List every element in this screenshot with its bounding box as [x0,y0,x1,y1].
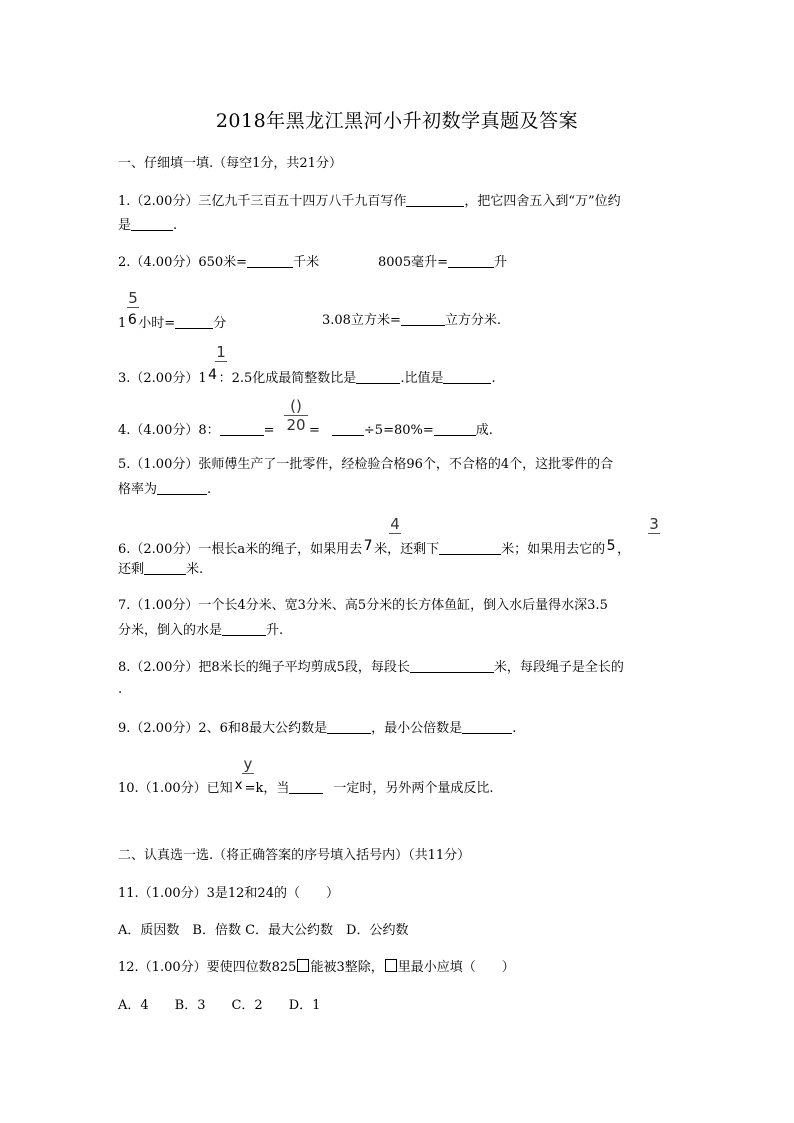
question-4 [118,421,275,440]
answer-blank[interactable] [220,421,264,436]
q6-text-4: 还剩 [118,562,145,577]
question-4-part-b [309,421,493,440]
question-6-line2 [118,560,203,579]
fraction-numerator: 3 [649,515,659,533]
question-5: 5.（1.00分）张师傅生产了一批零件，经检验合格96个，不合格的4个，这批零件的合 [118,457,614,472]
answer-box[interactable] [385,959,397,972]
section2-heading: 二、认真选一选.（将正确答案的序号填入括号内）（共11分） [118,848,471,863]
fraction-bar [648,533,660,534]
q4-eq: = [263,423,275,438]
q2-unit-2: 小时= [138,316,176,331]
page-title: 2018年黑龙江黑河小升初数学真题及答案 [215,110,579,132]
answer-blank[interactable] [327,719,371,734]
question-5-line2 [118,480,211,499]
answer-box[interactable] [297,959,309,972]
fraction-denominator: 5 [606,538,616,554]
question-2 [118,253,319,272]
question-12-options: A．4 B．3 C．2 D．1 [118,998,321,1013]
question-1-line2 [118,216,177,235]
q5-end: . [207,482,212,497]
q6-text-3: 米；如果用去它的 [501,542,606,557]
q2-unit-3: 分 [213,316,227,331]
q10-text-2: =k，当 [244,781,290,796]
question-2-line2 [118,311,226,333]
mixed-whole: 1 [118,316,127,331]
q5-text: 格率为 [118,482,158,497]
fraction-denominator: 6 [127,312,137,328]
q6-end: ， [617,542,631,557]
fraction-bar [215,361,227,362]
q2-text-d: 3.08立方米= [322,313,401,328]
q9-text: 9.（2.00分）2、6和8最大公约数是 [118,721,328,736]
answer-blank[interactable] [175,314,213,329]
question-11: 11.（1.00分）3是12和24的（ ） [118,886,339,901]
question-2-part-b [378,253,507,272]
answer-blank[interactable] [144,560,186,575]
q6-text-2: 米，还剩下 [374,542,440,557]
q7-end: 升. [266,623,284,638]
answer-blank[interactable] [401,311,445,326]
q2-text-b: 8005毫升= [378,255,448,270]
q3-text: 3.（2.00分）1 [118,371,207,386]
q8-text-2: 米，每段绳子是全长的 [493,660,624,675]
q3-text-2: ：2.5化成最简整数比是 [218,371,357,386]
fraction-numerator: 5 [128,289,138,307]
answer-blank[interactable] [448,253,494,268]
q4-eq-2: = [309,423,320,438]
section1-heading: 一、仔细填一填.（每空1分，共21分） [118,156,342,171]
question-7-line2 [118,621,283,640]
answer-blank[interactable] [443,369,491,384]
q10-end: 一定时，另外两个量成反比. [333,781,494,796]
q6-end-2: 米. [186,562,204,577]
q12-text-2: 能被3整除， [310,960,384,975]
q12-text-3: 里最小应填（ ） [397,960,515,975]
question-6 [118,537,630,559]
q9-text-2: ，最小公倍数是 [371,721,463,736]
answer-blank[interactable] [406,192,464,207]
question-10 [118,777,494,798]
fraction-denominator: 20 [286,416,306,434]
q8-text: 8.（2.00分）把8米长的绳子平均剪成5段，每段长 [118,660,410,675]
answer-blank[interactable] [131,216,173,231]
q2-text: 2.（4.00分）650米= [118,255,248,270]
q1-text-3: 是 [118,218,132,233]
q4-end: 成. [475,423,493,438]
q1-text-2: ，把它四舍五入到“万”位约 [464,194,621,209]
q3-end: . [491,371,496,386]
answer-blank[interactable] [332,421,364,436]
q9-end: . [512,721,517,736]
question-8 [118,658,624,677]
q12-text: 12.（1.00分）要使四位数825 [118,960,297,975]
q1-text: 1.（2.00分）三亿九千三百五十四万八千九百写作 [118,194,407,209]
answer-blank[interactable] [439,540,501,555]
answer-blank[interactable] [356,369,400,384]
q2-unit-d: 立方分米. [444,313,501,328]
fraction-numerator: 1 [216,343,226,361]
fraction-numerator: () [290,397,302,415]
fraction-bar [242,773,254,774]
q10-text: 10.（1.00分）已知 [118,781,233,796]
fraction-numerator: y [243,755,253,773]
fraction-bar [127,307,139,308]
q7-text: 分米，倒入的水是 [118,623,223,638]
question-7: 7.（1.00分）一个长4分米、宽3分米、高5分米的长方体鱼缸，倒入水后量得水深3.5 [118,598,608,613]
question-1 [118,192,621,211]
question-12 [118,959,515,977]
fraction-denominator: 7 [363,538,373,554]
answer-blank[interactable] [434,421,476,436]
q6-text: 6.（2.00分）一根长a米的绳子，如果用去 [118,542,363,557]
q4-text: 4.（4.00分）8： [118,423,220,438]
question-3 [118,366,496,388]
fraction-denominator: 4 [208,367,218,383]
question-9 [118,719,516,738]
q1-end: . [173,218,178,233]
fraction-numerator: 4 [390,515,400,533]
q2-unit: 千米 [293,255,320,270]
question-11-options: A．质因数 B．倍数 C．最大公约数 D．公约数 [118,923,409,938]
answer-blank[interactable] [222,621,266,636]
question-2-part-d [322,311,501,330]
fraction-denominator: x [234,778,243,793]
answer-blank[interactable] [289,779,323,794]
answer-blank[interactable] [247,253,293,268]
fraction-bar [389,533,401,534]
q3-text-3: .比值是 [400,371,444,386]
answer-blank[interactable] [157,480,207,495]
answer-blank[interactable] [462,719,512,734]
answer-blank[interactable] [410,658,494,673]
q4-text-2: ÷5=80%= [363,423,434,438]
question-8-line2: . [118,682,123,697]
q2-unit-b: 升 [493,255,507,270]
